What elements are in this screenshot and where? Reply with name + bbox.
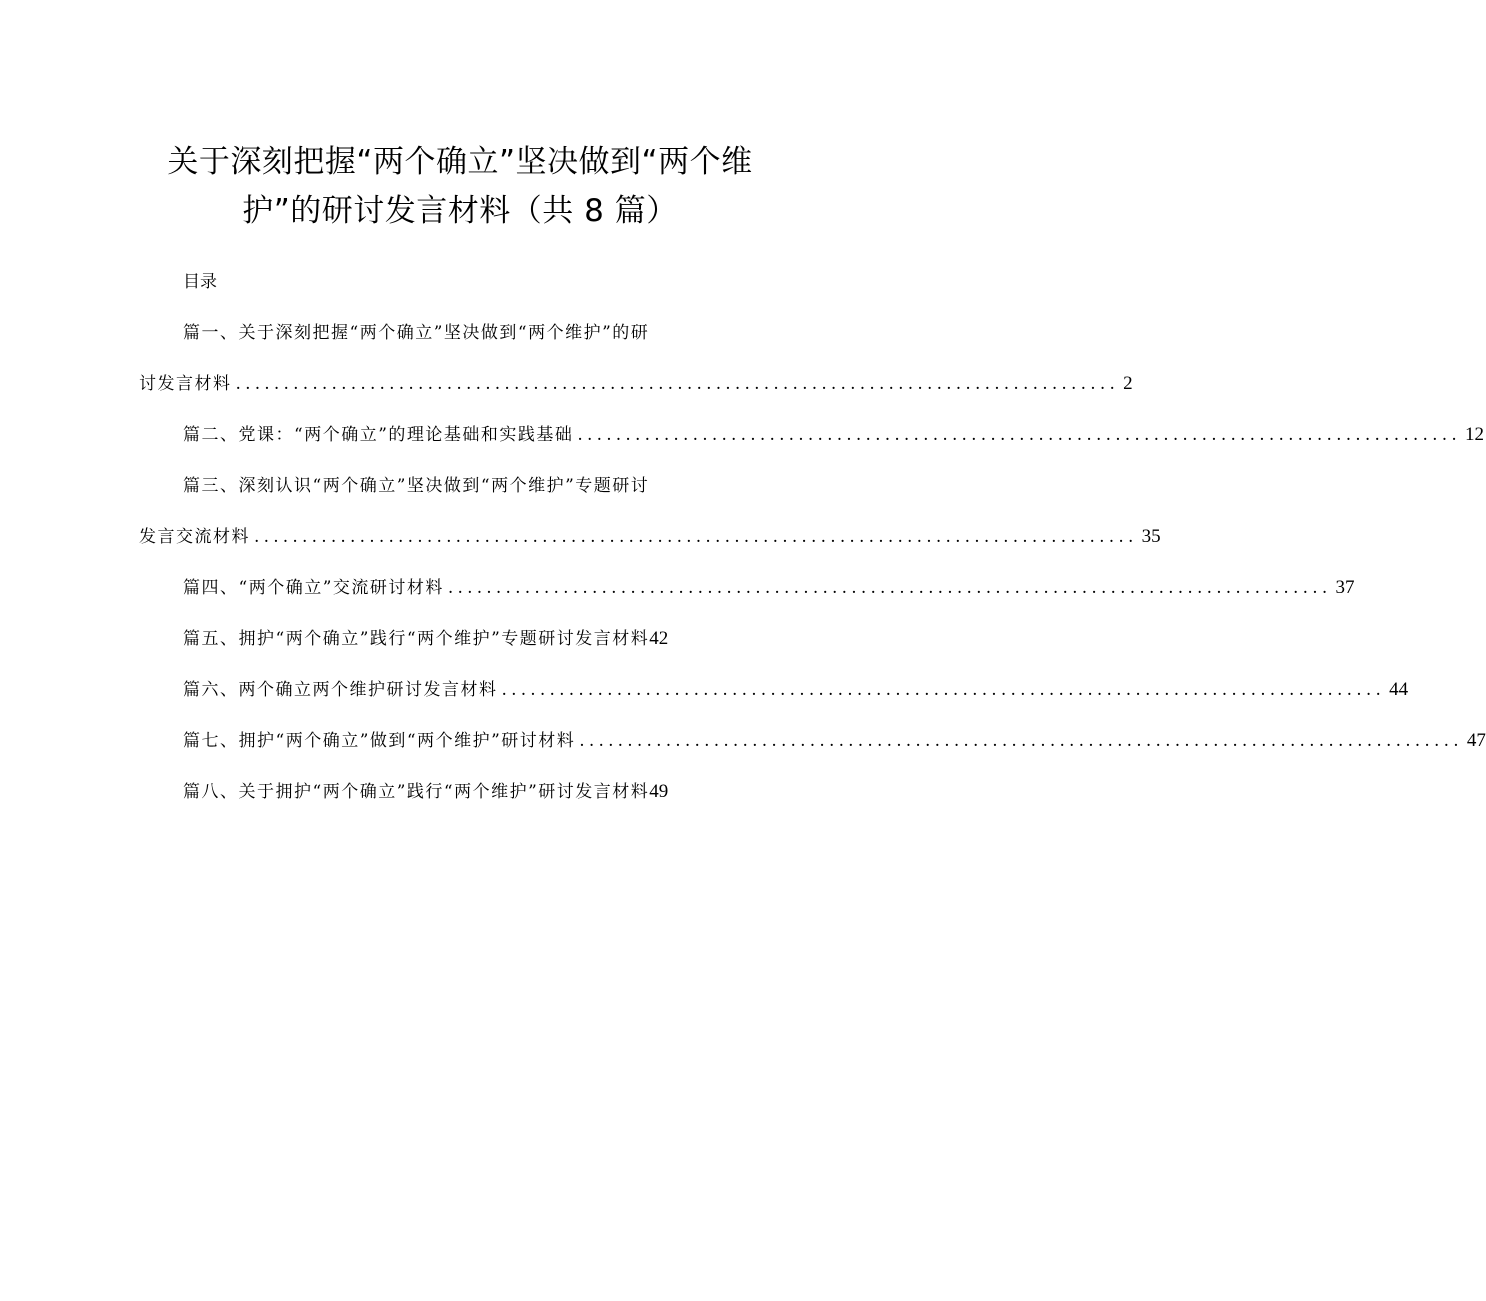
toc-entry-3-page: 35 — [1141, 526, 1161, 547]
toc-entry-3-text-first: 篇三、深刻认识“两个确立”坚决做到“两个维护”专题研讨 — [183, 476, 650, 496]
leader-dots: ............................................................................................ — [501, 680, 1386, 700]
toc-entry-7-page: 47 — [1466, 730, 1486, 751]
toc-entry-5-page: 42 — [649, 628, 669, 649]
leader-dots: ............................................................................................ — [577, 425, 1461, 445]
toc-entry-8-page: 49 — [649, 781, 669, 802]
toc-entry-2-page: 12 — [1464, 424, 1484, 445]
toc-entry-3-text-second: 发言交流材料 — [139, 527, 250, 547]
toc-entry-2[interactable] — [183, 423, 1484, 447]
toc-entry-3-second-line[interactable] — [139, 525, 1161, 549]
toc-entry-8[interactable] — [183, 780, 783, 804]
toc-entry-5[interactable] — [183, 627, 783, 651]
toc-entry-1-text-first: 篇一、关于深刻把握“两个确立”坚决做到“两个维护”的研 — [183, 323, 650, 343]
leader-dots: ............................................................................................ — [254, 527, 1138, 547]
toc-entry-7-text: 篇七、拥护“两个确立”做到“两个维护”研讨材料 — [183, 731, 576, 751]
toc-entry-1-text-second: 讨发言材料 — [139, 374, 232, 394]
toc-entry-5-text: 篇五、拥护“两个确立”践行“两个维护”专题研讨发言材料 — [183, 629, 650, 649]
toc-entry-7[interactable] — [183, 729, 1486, 753]
toc-heading: 目录 — [183, 272, 217, 292]
toc-entry-1-page: 2 — [1123, 373, 1133, 394]
leader-dots: ............................................................................................ — [447, 578, 1332, 598]
toc-entry-6-text: 篇六、两个确立两个维护研讨发言材料 — [183, 680, 498, 700]
toc-entry-1-second-line[interactable] — [139, 372, 1133, 396]
toc-entry-4-page: 37 — [1335, 577, 1355, 598]
toc-entry-1-first-line[interactable] — [183, 321, 743, 345]
toc-entry-2-text: 篇二、党课：“两个确立”的理论基础和实践基础 — [183, 425, 574, 445]
leader-dots: ............................................................................................ — [579, 731, 1463, 751]
leader-dots: ............................................................................................ — [235, 374, 1120, 394]
toc-entry-4[interactable] — [183, 576, 1355, 600]
toc-entry-8-text: 篇八、关于拥护“两个确立”践行“两个维护”研讨发言材料 — [183, 782, 650, 802]
document-title-line-2: 护”的研讨发言材料（共 8 篇） — [242, 193, 678, 229]
toc-entry-6-page: 44 — [1389, 679, 1409, 700]
toc-entry-4-text: 篇四、“两个确立”交流研讨材料 — [183, 578, 444, 598]
toc-entry-3-first-line[interactable] — [183, 474, 743, 498]
toc-entry-6[interactable] — [183, 678, 1409, 702]
document-title-line-1: 关于深刻把握“两个确立”坚决做到“两个维 — [167, 144, 753, 180]
